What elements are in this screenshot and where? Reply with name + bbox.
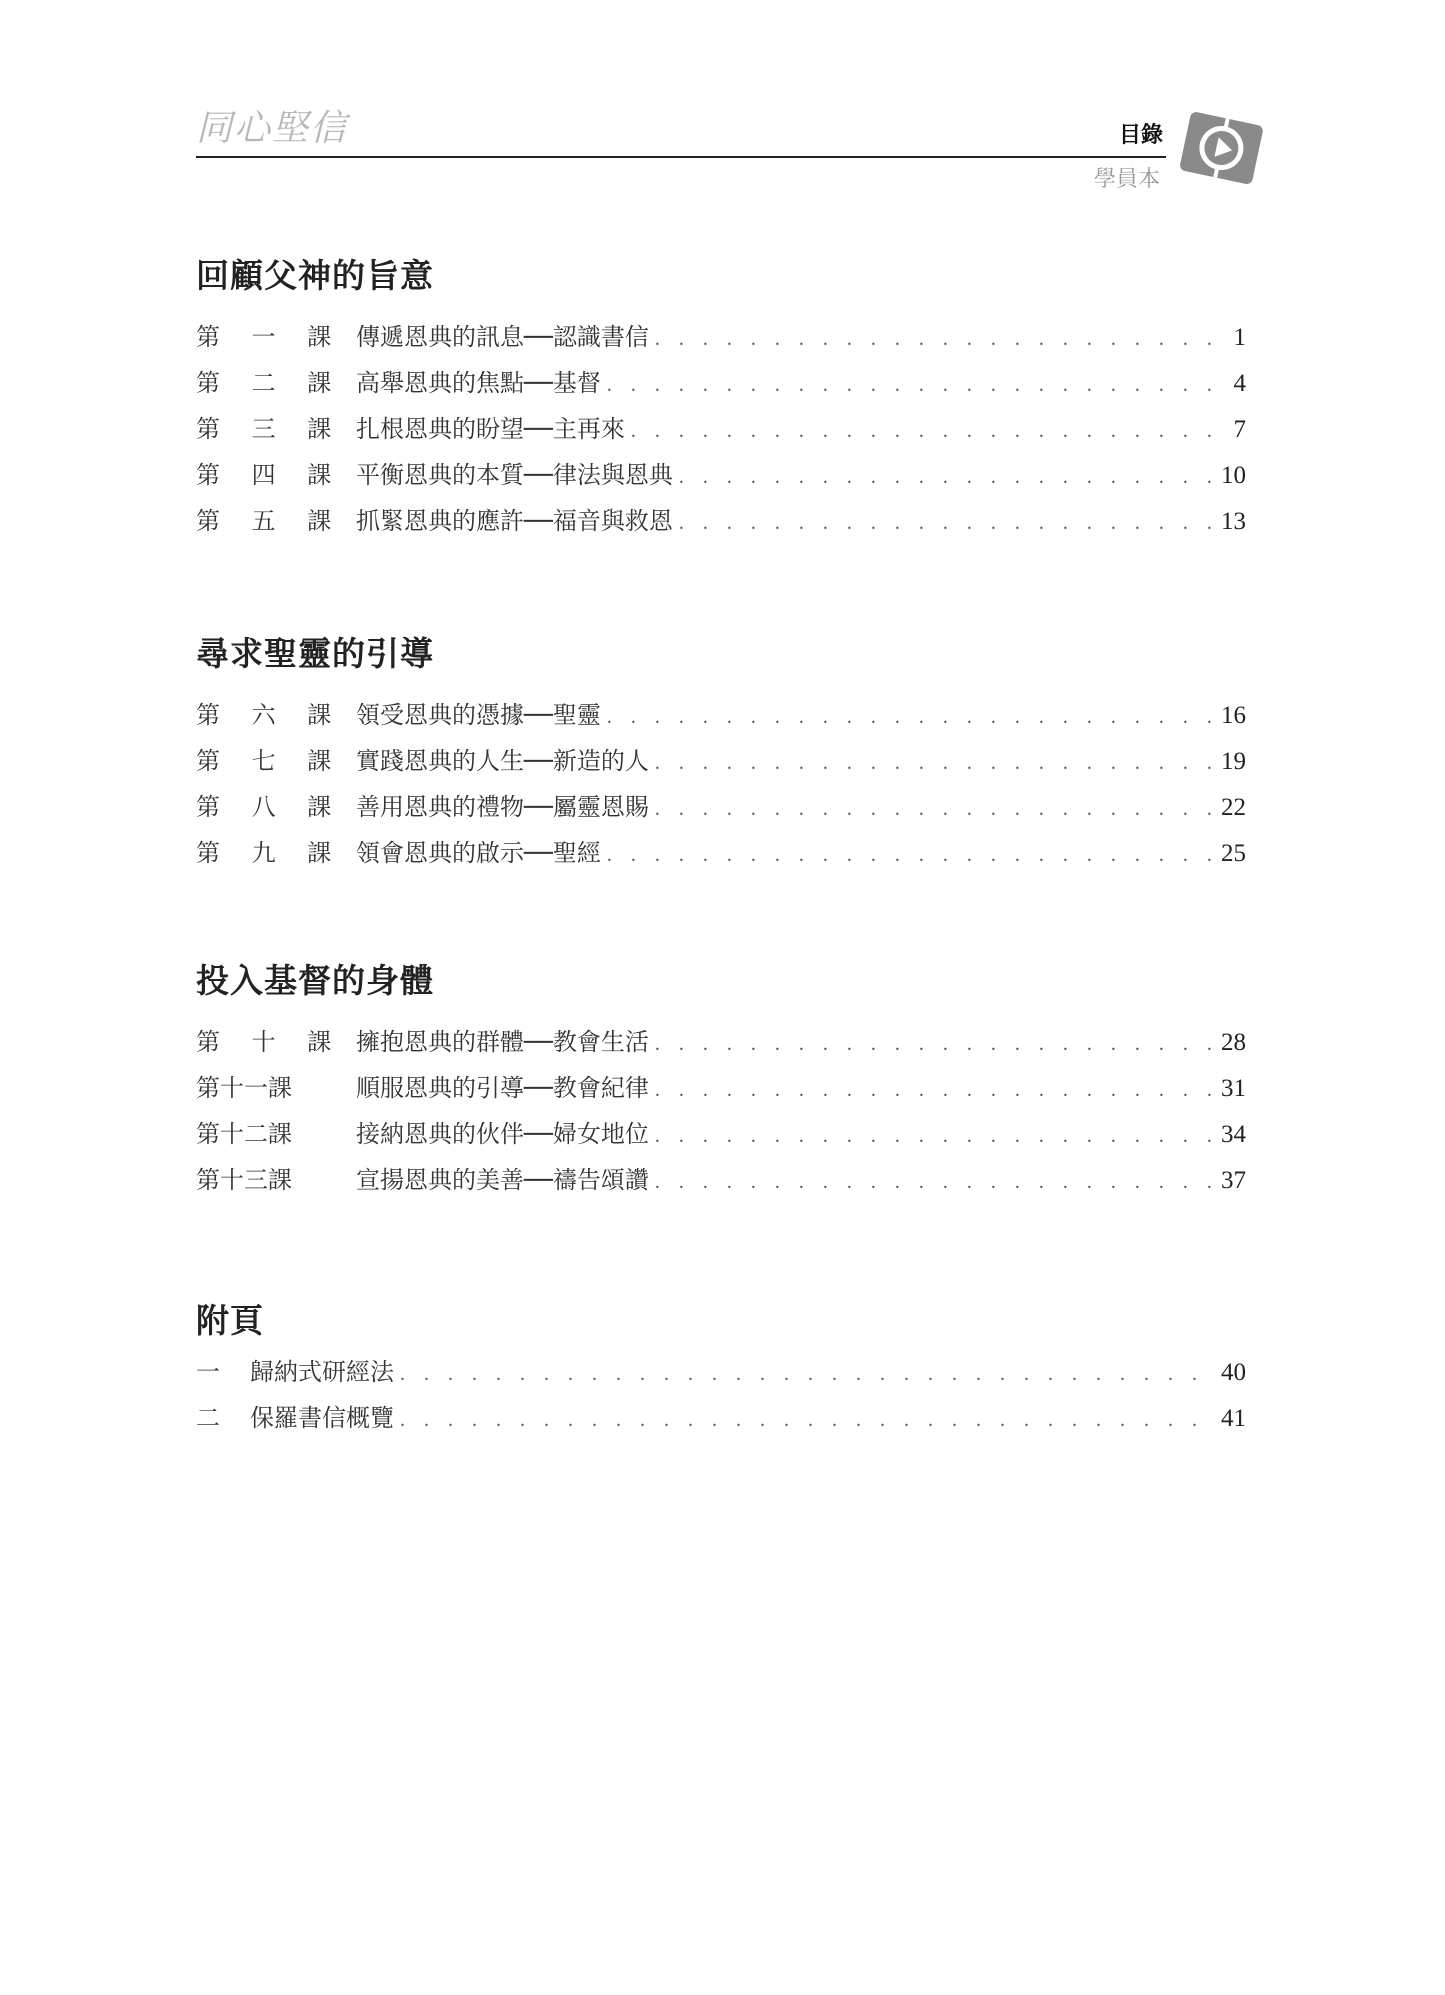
page-number: 1 xyxy=(1233,324,1246,351)
toc-entry[interactable] xyxy=(196,1352,1246,1398)
lesson-title: 傳遞恩典的訊息──認識書信 xyxy=(356,323,649,351)
lesson-number: 第十一課 xyxy=(196,1074,292,1102)
lesson-title: 宣揚恩典的美善──禱告頌讚 xyxy=(356,1166,649,1194)
toc-entry[interactable] xyxy=(196,363,1246,409)
lesson-title: 領會恩典的啟示──聖經 xyxy=(356,839,601,867)
page-number: 22 xyxy=(1221,794,1246,821)
header-title: 目錄 xyxy=(1118,123,1163,148)
toc-section xyxy=(196,628,1246,879)
toc-section xyxy=(196,955,1246,1206)
lesson-number: 第 一 課 xyxy=(196,323,344,351)
toc-entry[interactable] xyxy=(196,1068,1246,1114)
lesson-number: 第 九 課 xyxy=(196,839,344,867)
page-number: 28 xyxy=(1221,1029,1246,1056)
appendix-title: 歸納式研經法 xyxy=(250,1358,394,1386)
section-title: 尋求聖靈的引導 xyxy=(196,634,434,673)
toc-entry[interactable] xyxy=(196,1160,1246,1206)
lesson-title: 領受恩典的憑據──聖靈 xyxy=(356,701,601,729)
appendix-number: 一 xyxy=(196,1358,220,1386)
page-number: 16 xyxy=(1221,702,1246,729)
dot-leader xyxy=(400,1409,1215,1432)
lesson-number: 第 三 課 xyxy=(196,415,344,443)
section-title: 投入基督的身體 xyxy=(196,961,434,1000)
lesson-title: 扎根恩典的盼望──主再來 xyxy=(356,415,625,443)
page-number: 41 xyxy=(1221,1405,1246,1432)
dot-leader xyxy=(655,752,1215,775)
dot-leader xyxy=(400,1363,1215,1386)
dot-leader xyxy=(607,374,1228,397)
page-number: 4 xyxy=(1233,370,1246,397)
dot-leader xyxy=(607,706,1215,729)
film-logo-icon xyxy=(1176,110,1266,190)
toc-entry[interactable] xyxy=(196,741,1246,787)
section-title: 回顧父神的旨意 xyxy=(196,256,434,295)
page-number: 7 xyxy=(1233,416,1246,443)
dot-leader xyxy=(655,1171,1215,1194)
dot-leader xyxy=(679,466,1215,489)
toc-entry[interactable] xyxy=(196,695,1246,741)
dot-leader xyxy=(679,512,1215,535)
page-number: 37 xyxy=(1221,1167,1246,1194)
dot-leader xyxy=(607,844,1215,867)
dot-leader xyxy=(655,1125,1215,1148)
appendix-title: 保羅書信概覽 xyxy=(250,1404,394,1432)
page-number: 31 xyxy=(1221,1075,1246,1102)
page-number: 19 xyxy=(1221,748,1246,775)
toc-entry[interactable] xyxy=(196,409,1246,455)
toc-entry[interactable] xyxy=(196,1398,1246,1444)
lesson-number: 第 五 課 xyxy=(196,507,344,535)
lesson-number: 第 八 課 xyxy=(196,793,344,821)
lesson-number: 第十三課 xyxy=(196,1166,292,1194)
toc-entry[interactable] xyxy=(196,317,1246,363)
lesson-title: 接納恩典的伙伴──婦女地位 xyxy=(356,1120,649,1148)
page-number: 13 xyxy=(1221,508,1246,535)
dot-leader xyxy=(655,1079,1215,1102)
lesson-number: 第十二課 xyxy=(196,1120,292,1148)
section-title: 附頁 xyxy=(196,1301,264,1340)
toc-entry[interactable] xyxy=(196,1022,1246,1068)
toc-entry[interactable] xyxy=(196,833,1246,879)
header-subtitle: 學員本 xyxy=(1093,167,1160,192)
toc-entry[interactable] xyxy=(196,501,1246,547)
lesson-number: 第 六 課 xyxy=(196,701,344,729)
lesson-title: 擁抱恩典的群體──教會生活 xyxy=(356,1028,649,1056)
toc-section xyxy=(196,250,1246,547)
page-number: 40 xyxy=(1221,1359,1246,1386)
lesson-number: 第 七 課 xyxy=(196,747,344,775)
toc-entry[interactable] xyxy=(196,1114,1246,1160)
brand-title: 同心堅信 xyxy=(196,108,349,149)
dot-leader xyxy=(655,798,1215,821)
lesson-title: 順服恩典的引導──教會紀律 xyxy=(356,1074,649,1102)
lesson-title: 平衡恩典的本質──律法與恩典 xyxy=(356,461,673,489)
page-number: 34 xyxy=(1221,1121,1246,1148)
dot-leader xyxy=(655,1033,1215,1056)
header-divider xyxy=(196,156,1166,158)
lesson-number: 第 二 課 xyxy=(196,369,344,397)
lesson-number: 第 四 課 xyxy=(196,461,344,489)
toc-entry[interactable] xyxy=(196,787,1246,833)
lesson-title: 高舉恩典的焦點──基督 xyxy=(356,369,601,397)
lesson-title: 實踐恩典的人生──新造的人 xyxy=(356,747,649,775)
appendix-number: 二 xyxy=(196,1404,220,1432)
toc-entry[interactable] xyxy=(196,455,1246,501)
lesson-title: 抓緊恩典的應許──福音與救恩 xyxy=(356,507,673,535)
page-number: 25 xyxy=(1221,840,1246,867)
lesson-title: 善用恩典的禮物──屬靈恩賜 xyxy=(356,793,649,821)
dot-leader xyxy=(655,328,1228,351)
toc-section-appendix xyxy=(196,1295,1246,1444)
dot-leader xyxy=(631,420,1228,443)
page-number: 10 xyxy=(1221,462,1246,489)
lesson-number: 第 十 課 xyxy=(196,1028,344,1056)
